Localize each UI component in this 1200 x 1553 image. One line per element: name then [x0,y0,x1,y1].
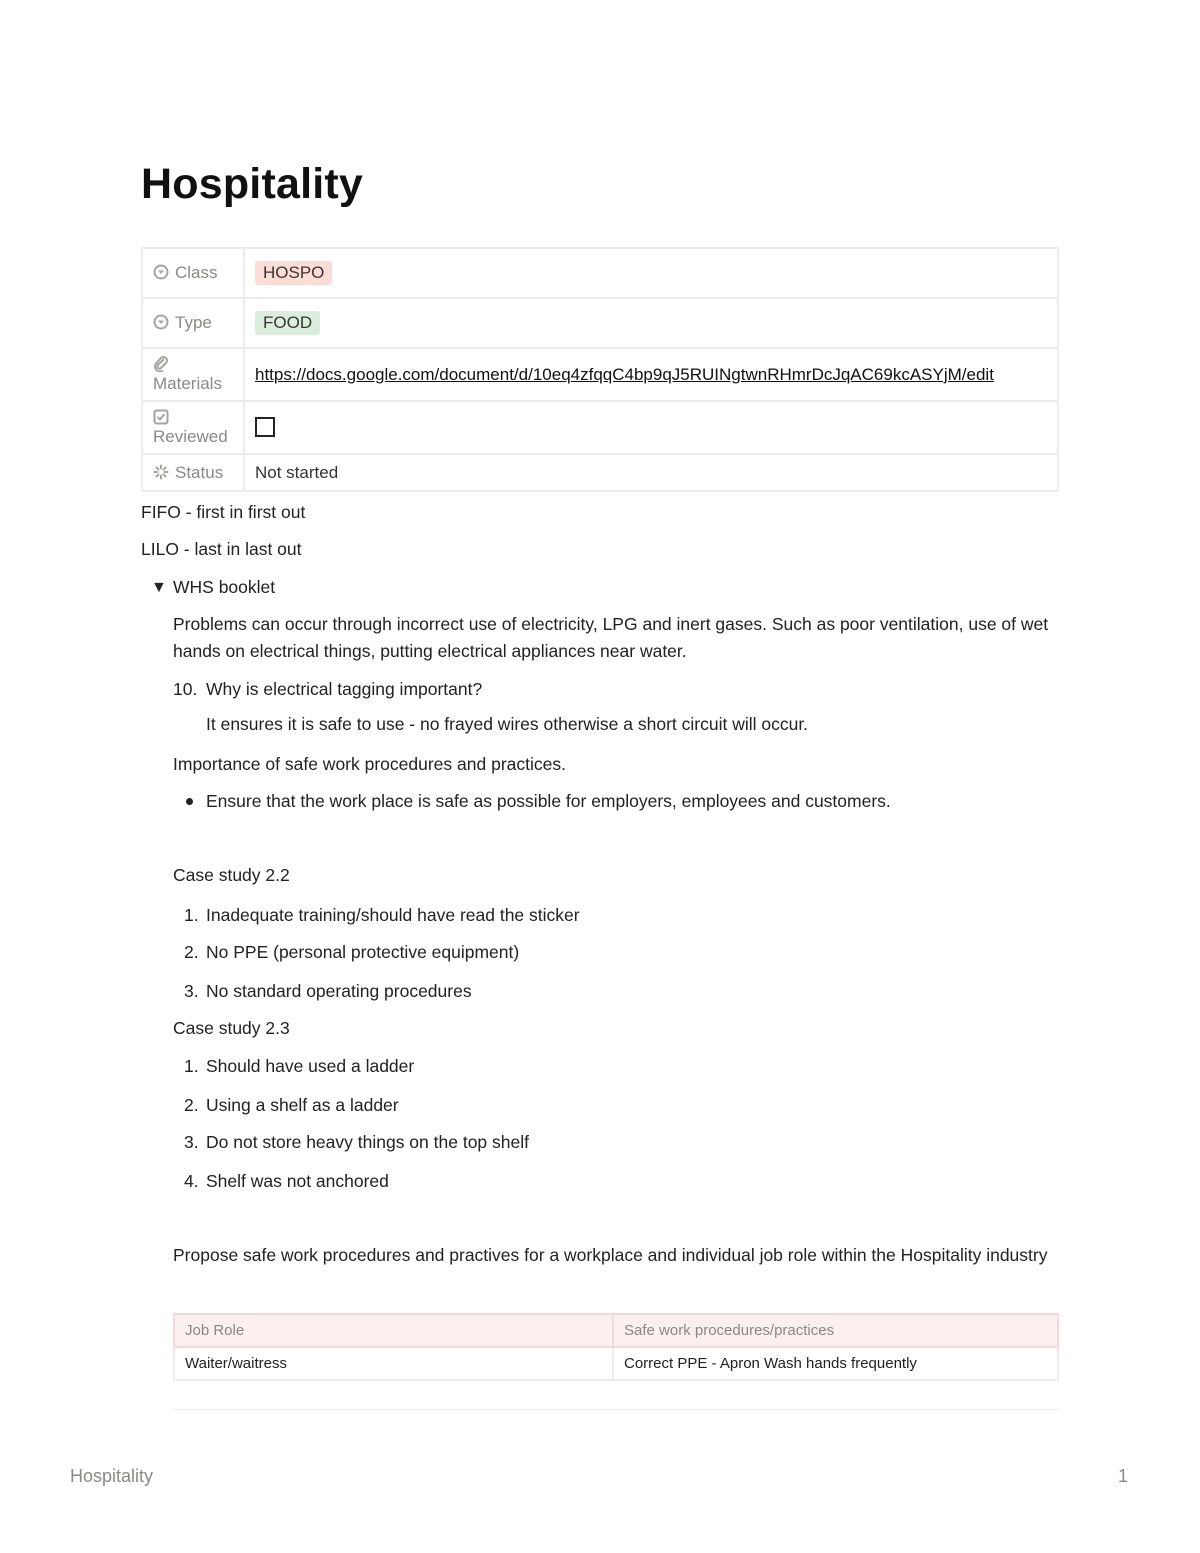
paperclip-icon [153,356,169,372]
status-icon [153,464,169,480]
fifo-text: FIFO - first in first out [141,502,306,522]
toggle-label[interactable]: WHS booklet [173,577,276,597]
type-tag[interactable]: FOOD [255,311,320,335]
list-number: 2. [184,1095,199,1115]
property-row-reviewed [142,401,1058,454]
list-item: Using a shelf as a ladder [206,1095,399,1115]
property-key-label: Status [175,462,224,482]
list-item: Inadequate training/should have read the sticker [206,905,580,925]
list-number: 2. [184,942,199,962]
checkbox-icon [153,409,169,425]
case-study-2-2-title: Case study 2.2 [173,865,290,885]
materials-link[interactable]: https://docs.google.com/document/d/10eq4zfqqC4bp9qJ5RUINgtwnRHmrDcJqAC69kcASYjM/edit [255,364,994,384]
question-text: Why is electrical tagging important? [206,679,483,699]
job-role-table [173,1313,1059,1381]
list-number: 4. [184,1171,199,1191]
question-answer: It ensures it is safe to use - no frayed wires otherwise a short circuit will occur. [206,714,809,734]
table-header-cell: Safe work procedures/practices [613,1314,1058,1347]
bullet-item: Ensure that the work place is safe as possible for employers, employees and customers. [206,791,891,811]
property-key-label: Reviewed [153,426,228,446]
property-value[interactable] [244,348,1058,401]
property-value [244,401,1058,454]
toggle-arrow-icon[interactable]: ▼ [151,579,167,596]
table-header-row [174,1314,1058,1347]
property-value[interactable] [244,248,1058,298]
property-row-class [142,248,1058,298]
property-value[interactable] [244,454,1058,491]
properties-table [141,247,1059,492]
list-item: No standard operating procedures [206,981,472,1001]
electricity-paragraph: Problems can occur through incorrect use of electricity, LPG and inert gases. Such as poor ventilation, use of wet hands on electrical things, putting electrical appliances near water. [173,614,1049,661]
list-item: Shelf was not anchored [206,1171,389,1191]
page-title: Hospitality [141,160,364,208]
property-value[interactable] [244,298,1058,348]
table-bottom-rule [173,1409,1059,1410]
list-number: 1. [184,905,199,925]
list-number: 3. [184,1132,199,1152]
list-item: Do not store heavy things on the top shelf [206,1132,529,1152]
class-tag[interactable]: HOSPO [255,261,332,285]
table-cell[interactable]: Correct PPE - Apron Wash hands frequently [613,1347,1058,1380]
property-row-status [142,454,1058,491]
list-item: Should have used a ladder [206,1056,415,1076]
status-value[interactable]: Not started [255,462,339,482]
property-key [142,248,244,298]
case-study-2-3-title: Case study 2.3 [173,1018,290,1038]
question-number: 10. [173,679,198,699]
bullet-dot [186,798,193,805]
select-icon [153,264,169,280]
reviewed-checkbox[interactable] [255,417,275,437]
property-key [142,298,244,348]
list-number: 1. [184,1056,199,1076]
property-row-type [142,298,1058,348]
table-cell[interactable]: Waiter/waitress [174,1347,613,1380]
table-row [174,1347,1058,1380]
property-key-label: Class [175,263,218,282]
property-key [142,454,244,491]
propose-paragraph: Propose safe work procedures and practives for a workplace and individual job role within the Hospitality industry [173,1245,1048,1265]
lilo-text: LILO - last in last out [141,539,302,559]
footer-title: Hospitality [70,1466,154,1486]
property-key [142,348,244,401]
list-item: No PPE (personal protective equipment) [206,942,520,962]
property-key-label: Materials [153,373,222,393]
footer-page-number: 1 [1118,1466,1129,1486]
property-row-materials [142,348,1058,401]
list-number: 3. [184,981,199,1001]
property-key [142,401,244,454]
table-header-cell: Job Role [174,1314,613,1347]
importance-text: Importance of safe work procedures and practices. [173,754,566,774]
property-key-label: Type [175,313,212,332]
select-icon [153,314,169,330]
